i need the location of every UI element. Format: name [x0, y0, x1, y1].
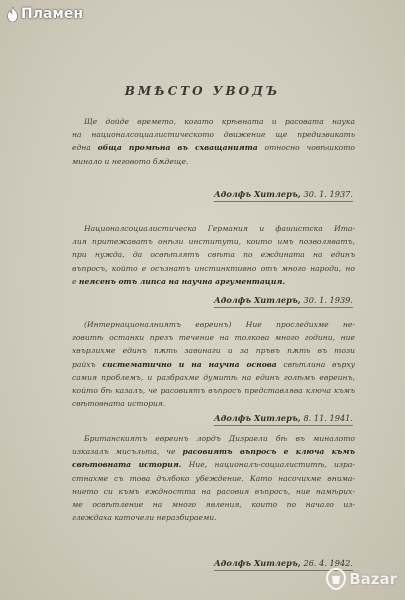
uploader-label: [6, 6, 83, 22]
quote-attribution: [214, 413, 353, 426]
quote-attribution: [214, 189, 353, 202]
quote-block: [72, 318, 355, 410]
attribution-author: Адолфъ Хитлеръ,: [213, 189, 301, 199]
quote-text: свѣтовната история.: [72, 399, 166, 409]
page-title: ВМѢСТО УВОДЪ: [124, 84, 281, 98]
quote-text: райхъ: [72, 359, 103, 369]
quote-line: [72, 358, 355, 371]
quote-line: [72, 222, 355, 235]
quote-text: който бѣ казалъ, че расовиятъ въпросъ представлява ключа къмъ: [72, 386, 355, 396]
quote-text: минало и неговото бѫдеще.: [72, 156, 189, 166]
quote-attribution: [214, 295, 353, 308]
quote-line: [72, 318, 355, 331]
quote-line: [72, 275, 355, 288]
quote-line: [72, 458, 355, 471]
attribution-author: Адолфъ Хитлеръ,: [213, 558, 301, 568]
attribution-date: 30. 1. 1937.: [303, 189, 353, 199]
quote-text: Ние, националъ-социалиститѣ, изра-: [181, 460, 355, 470]
quote-text: при нужда, да освѣтлятъ свѣта по еждината на единъ: [72, 250, 355, 260]
quote-text: (Интернационалниятъ евреинъ) Ние проследихме не-: [84, 320, 355, 329]
attribution-date: 26. 4. 1942.: [303, 558, 353, 568]
quote-text: Националсоциалистическа Германия и фашистска Ита-: [84, 224, 355, 233]
quote-line: [72, 344, 355, 357]
quote-line: [72, 485, 355, 498]
quote-text: стнахме съ това дълбоко убеждение. Като насочихме внима-: [72, 473, 355, 483]
quote-line: [72, 432, 355, 445]
quote-text: относно човѣшкото: [257, 143, 355, 153]
quote-line: [72, 511, 355, 524]
quote-emphasis: обща промѣна въ схващанията: [97, 143, 258, 153]
quote-text: говитѣ останки презъ течение на толкова много години, ние: [72, 333, 355, 343]
quote-line: [72, 397, 355, 410]
quote-text: Ще дойде времето, когато крѣвната и расовата наука: [84, 117, 355, 126]
flame-icon: [6, 7, 19, 22]
quote-text: на националсоциалистическото движение ще предизвикать: [72, 130, 355, 140]
attribution-date: 8. 11. 1941.: [303, 413, 353, 423]
watermark-text: Bazar: [349, 570, 397, 588]
quote-line: [72, 331, 355, 344]
quote-emphasis: расовиятъ въпросъ е ключа къмъ: [182, 447, 355, 457]
uploader-name: Пламен: [21, 6, 84, 22]
quote-text: глеждаха каточели неразбираеми.: [72, 513, 217, 523]
quote-line: [72, 155, 355, 168]
quote-text: лия притежаватъ онѣзи институти, които имъ позволяватъ,: [72, 237, 355, 247]
quote-line: [72, 384, 355, 397]
quote-line: [72, 371, 355, 384]
quote-block: [72, 432, 355, 524]
quote-line: [72, 472, 355, 485]
attribution-author: Адолфъ Хитлеръ,: [213, 413, 301, 423]
bazar-logo-icon: [326, 568, 346, 590]
quote-text: свѣтлина върху: [276, 359, 356, 369]
quote-line: [72, 248, 355, 261]
quote-text: ме освѣтление на много явления, които по начало из-: [72, 500, 355, 510]
quote-emphasis: неясенъ отъ липса на научна аргументация.: [78, 276, 286, 286]
quote-text: въпросъ, който е осъзнатъ инстинктивно отъ много народи, но: [72, 263, 355, 273]
attribution-author: Адолфъ Хитлеръ,: [213, 295, 301, 305]
quote-text: една: [72, 143, 98, 153]
quote-line: [72, 445, 355, 458]
marketplace-watermark: [326, 568, 397, 590]
quote-text: Британскиятъ евреинъ лордъ Дизраели бѣ въ миналото: [84, 434, 355, 443]
quote-line: [72, 498, 355, 511]
quote-text: изказалъ мисъльта, че: [72, 447, 183, 457]
quote-text: е: [72, 276, 79, 286]
quote-emphasis: свѣтовната история.: [72, 460, 182, 470]
quote-line: [72, 141, 355, 154]
quote-block: [72, 222, 355, 288]
quote-line: [72, 128, 355, 141]
quote-line: [72, 235, 355, 248]
quote-emphasis: систематично и на научна основа: [102, 359, 277, 369]
quote-line: [72, 115, 355, 128]
attribution-date: 30. 1. 1939.: [303, 295, 353, 305]
quote-block: [72, 115, 355, 168]
quote-text: нието си къмъ еждността на расовия въпросъ, ние намѣрих-: [72, 486, 355, 496]
quote-line: [72, 262, 355, 275]
quote-text: хвърлихме единъ пѫть завинаги и за пръвъ пѫть въ този: [72, 346, 355, 356]
quote-text: самия проблемъ, и разбрахме думитѣ на единъ голѣмъ евреинъ,: [72, 372, 355, 382]
